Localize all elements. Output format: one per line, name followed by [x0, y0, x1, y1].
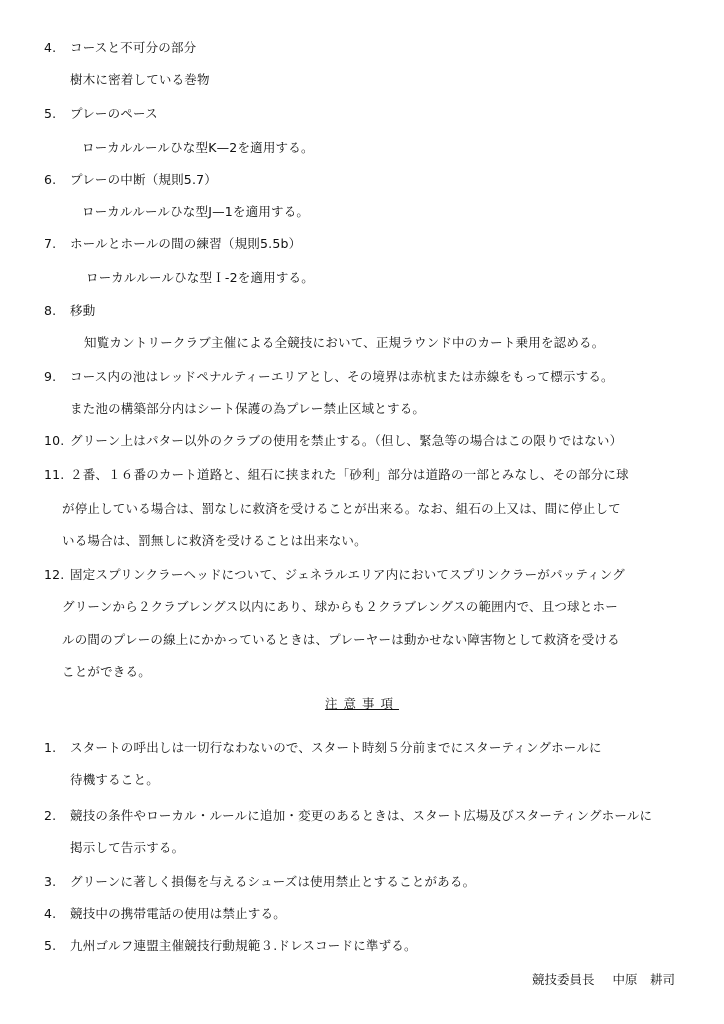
note-text: 競技中の携帯電話の使用は禁止する。 [70, 906, 286, 921]
rule-text: グリーンから２クラブレングス以内にあり、球からも２クラブレングスの範囲内で、且つ球とホー [62, 599, 618, 614]
note-number: 1. [44, 740, 57, 755]
note-number: 2. [44, 808, 57, 823]
rule-text: 知覧カントリークラブ主催による全競技において、正規ラウンド中のカート乗用を認める。 [84, 335, 605, 350]
rule-text: ローカルルールひな型J—1を適用する。 [82, 204, 310, 219]
signature-title: 競技委員長 [532, 972, 595, 987]
rule-text: プレーの中断（規則5.7） [70, 172, 217, 187]
rule-number: 7. [44, 236, 57, 251]
rule-text: 移動 [70, 303, 96, 318]
note-text: スタートの呼出しは一切行なわないので、スタート時刻５分前までにスターティングホールに [70, 740, 602, 755]
rule-number: 10. [44, 433, 65, 448]
note-number: 3. [44, 874, 57, 889]
signature [532, 972, 675, 988]
rule-text: が停止している場合は、罰なしに救済を受けることが出来る。なお、組石の上又は、間に停止して [62, 501, 621, 516]
rule-text: 樹木に密着している巻物 [70, 72, 210, 87]
rule-number: 12. [44, 567, 65, 582]
note-text: 競技の条件やローカル・ルールに追加・変更のあるときは、スタート広場及びスターティングホールに [70, 808, 653, 823]
rule-text: ホールとホールの間の練習（規則5.5b） [70, 236, 302, 251]
rule-number: 9. [44, 369, 57, 384]
notes-heading [0, 696, 724, 712]
rule-text: ２番、１６番のカート道路と、組石に挟まれた「砂利」部分は道路の一部とみなし、その部分に球 [70, 467, 629, 482]
rule-number: 11. [44, 467, 65, 482]
notes-heading-text: 注意事項 [324, 696, 399, 711]
rule-number: 5. [44, 106, 57, 121]
rule-text: コース内の池はレッドペナルティーエリアとし、その境界は赤杭または赤線をもって標示する。 [70, 369, 614, 384]
note-text: 待機すること。 [70, 772, 159, 787]
note-text: グリーンに著しく損傷を与えるシューズは使用禁止とすることがある。 [70, 874, 476, 889]
rule-text: コースと不可分の部分 [70, 40, 197, 55]
rule-number: 6. [44, 172, 57, 187]
signature-name: 中原 耕司 [612, 972, 676, 987]
rule-text: 固定スプリンクラーヘッドについて、ジェネラルエリア内においてスプリンクラーがパッティング [70, 567, 625, 582]
rule-text: ローカルルールひな型K—2を適用する。 [82, 140, 314, 155]
rule-number: 4. [44, 40, 57, 55]
note-number: 4. [44, 906, 57, 921]
rule-text: ことができる。 [62, 664, 151, 679]
note-number: 5. [44, 938, 57, 953]
rule-text: プレーのペース [70, 106, 158, 121]
note-text: 掲示して告示する。 [70, 840, 185, 855]
rule-text: いる場合は、罰無しに救済を受けることは出来ない。 [62, 533, 367, 548]
rule-number: 8. [44, 303, 57, 318]
rule-text: また池の構築部分内はシート保護の為プレー禁止区域とする。 [70, 401, 426, 416]
rule-text: ルの間のプレーの線上にかかっているときは、プレーヤーは動かせない障害物として救済を受ける [62, 632, 620, 647]
rule-text: グリーン上はパター以外のクラブの使用を禁止する。（但し、緊急等の場合はこの限りではない） [70, 433, 623, 448]
note-text: 九州ゴルフ連盟主催競技行動規範３.ドレスコードに準ずる。 [70, 938, 417, 953]
rule-text: ローカルルールひな型Ｉ-2を適用する。 [86, 270, 314, 285]
